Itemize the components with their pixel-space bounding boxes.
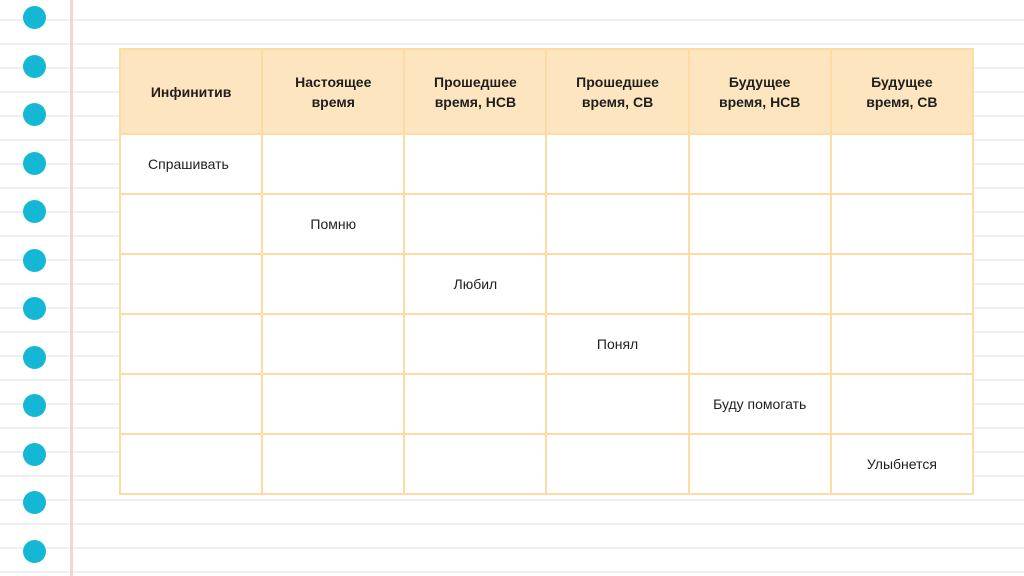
table-cell: Любил <box>404 254 546 314</box>
table-cell <box>404 314 546 374</box>
table-cell <box>120 434 262 494</box>
table-cell <box>689 254 831 314</box>
table-cell: Буду помогать <box>689 374 831 434</box>
table-cell <box>404 134 546 194</box>
header-future-perfective: Будущее время, СВ <box>831 49 973 134</box>
table-cell <box>689 194 831 254</box>
table-row <box>120 254 973 314</box>
binder-hole <box>23 6 46 29</box>
table-cell <box>831 254 973 314</box>
binder-hole <box>23 540 46 563</box>
table-cell <box>120 194 262 254</box>
table-cell <box>120 374 262 434</box>
table-cell: Понял <box>546 314 688 374</box>
table-cell <box>546 434 688 494</box>
table-row <box>120 134 973 194</box>
table-cell <box>262 134 404 194</box>
header-future-imperfective: Будущее время, НСВ <box>689 49 831 134</box>
header-past-imperfective: Прошедшее время, НСВ <box>404 49 546 134</box>
header-present: Настоящее время <box>262 49 404 134</box>
table-cell <box>546 194 688 254</box>
table-cell <box>262 374 404 434</box>
table-cell <box>262 314 404 374</box>
table-cell <box>831 194 973 254</box>
table-cell <box>546 254 688 314</box>
table-cell: Спрашивать <box>120 134 262 194</box>
table-row <box>120 434 973 494</box>
binder-hole <box>23 103 46 126</box>
table-row <box>120 194 973 254</box>
binder-hole <box>23 200 46 223</box>
binder-holes <box>23 6 47 576</box>
binder-hole <box>23 297 46 320</box>
margin-line <box>70 0 73 576</box>
binder-hole <box>23 394 46 417</box>
binder-hole <box>23 152 46 175</box>
table-cell <box>546 134 688 194</box>
tense-table-container <box>119 48 974 495</box>
verb-tense-table <box>119 48 974 495</box>
binder-hole <box>23 55 46 78</box>
table-cell <box>689 314 831 374</box>
table-cell <box>831 134 973 194</box>
binder-hole <box>23 443 46 466</box>
header-past-perfective: Прошедшее время, СВ <box>546 49 688 134</box>
table-cell <box>262 434 404 494</box>
table-cell <box>831 374 973 434</box>
binder-hole <box>23 249 46 272</box>
table-cell <box>546 374 688 434</box>
table-row <box>120 374 973 434</box>
table-cell <box>831 314 973 374</box>
table-row <box>120 314 973 374</box>
table-cell <box>120 314 262 374</box>
binder-hole <box>23 491 46 514</box>
table-cell <box>689 134 831 194</box>
binder-hole <box>23 346 46 369</box>
table-cell <box>404 434 546 494</box>
table-header-row <box>120 49 973 134</box>
header-infinitive: Инфинитив <box>120 49 262 134</box>
table-cell <box>404 194 546 254</box>
table-cell <box>262 254 404 314</box>
table-cell <box>689 434 831 494</box>
table-cell <box>404 374 546 434</box>
table-cell: Улыбнется <box>831 434 973 494</box>
table-cell <box>120 254 262 314</box>
table-cell: Помню <box>262 194 404 254</box>
